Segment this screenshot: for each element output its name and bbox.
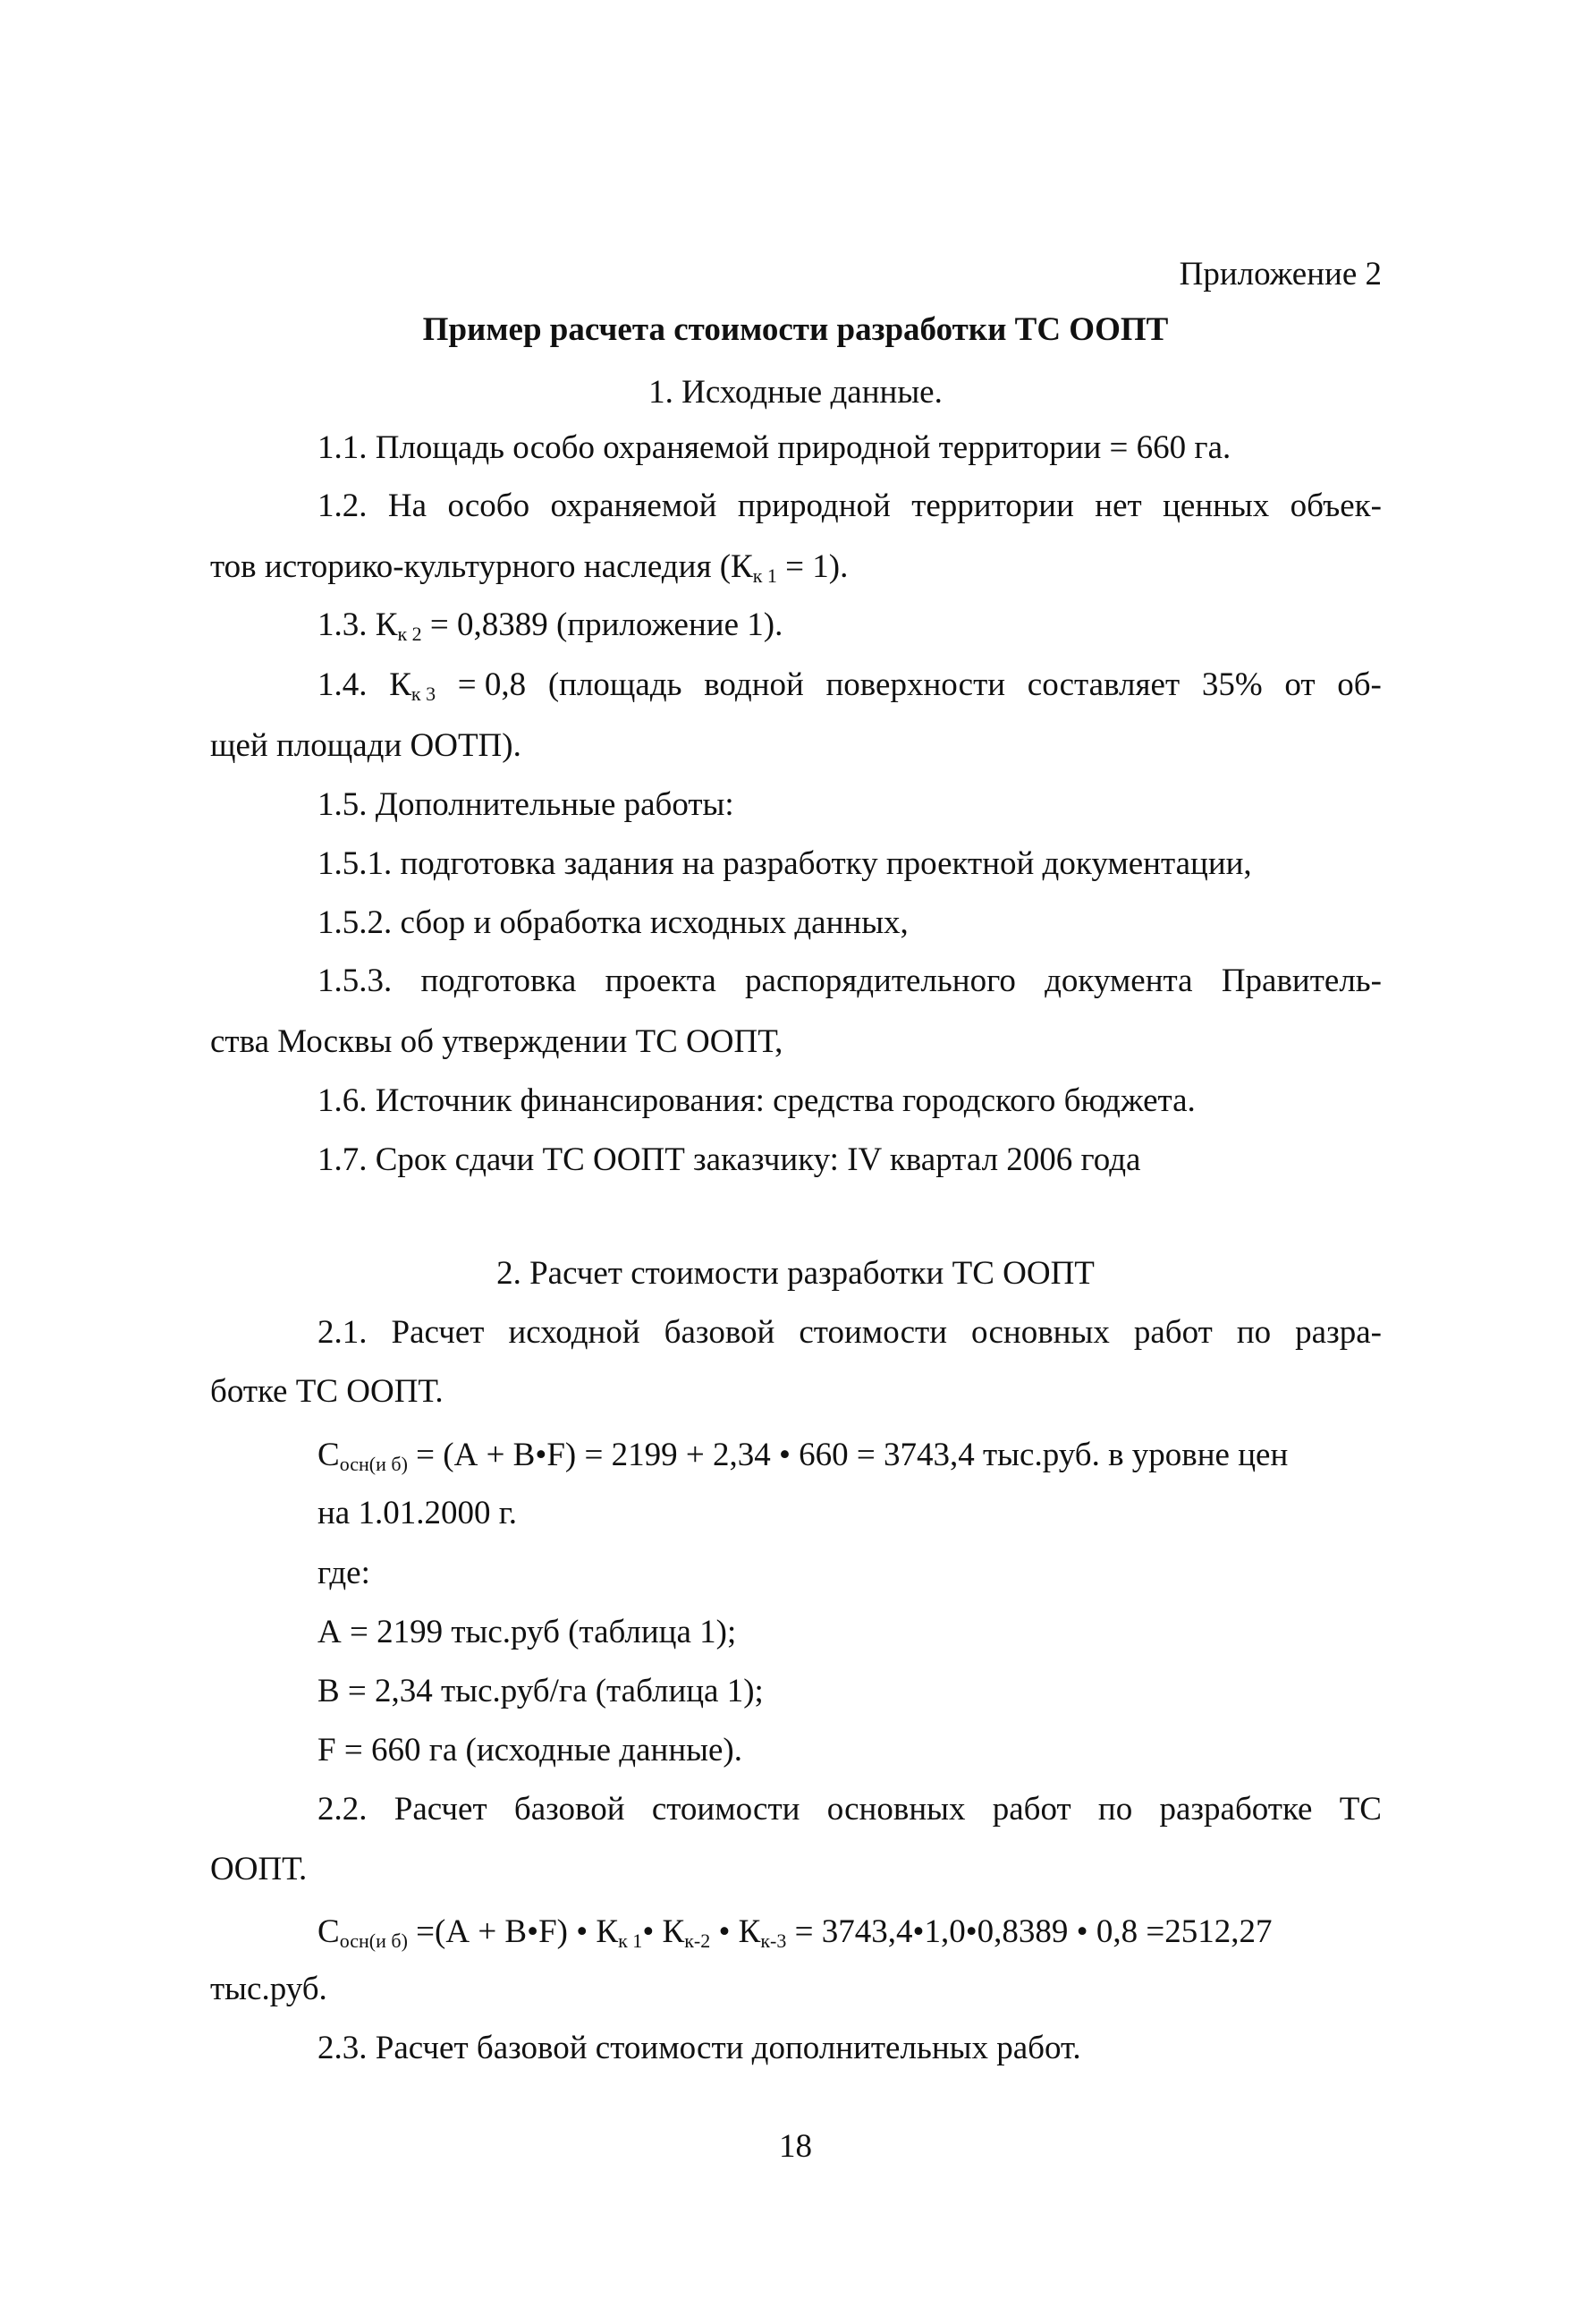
word: исходной: [508, 1314, 640, 1351]
text: тов историко-культурного наследия (К: [210, 548, 753, 585]
paragraph-1-1: 1.1. Площадь особо охраняемой природной территории = 660 га.: [317, 429, 1231, 466]
word: Правитель-: [1221, 963, 1382, 999]
paragraph-1-5-1: 1.5.1. подготовка задания на разработку проектной документации,: [317, 845, 1252, 882]
document-title: Пример расчета стоимости разработки ТС ООПТ: [422, 311, 1169, 348]
paragraph-1-7: 1.7. Срок сдачи ТС ООПТ заказчику: IV квартал 2006 года: [317, 1141, 1141, 1178]
paragraph-2-2: [317, 1788, 1382, 1831]
word: ценных: [1163, 488, 1270, 524]
text: = 3743,4•1,0•0,8389 • 0,8 =2512,27: [786, 1913, 1273, 1950]
word: базовой: [513, 1791, 625, 1828]
word: работ: [1133, 1314, 1213, 1351]
word: стоимости: [651, 1791, 800, 1828]
word: 1.5.3.: [317, 963, 393, 999]
subscript: к 3: [410, 683, 436, 705]
text: 1.3. К: [317, 606, 398, 643]
word: [389, 664, 436, 707]
definition-b: В = 2,34 тыс.руб/га (таблица 1);: [317, 1673, 764, 1709]
word: 1.4.: [317, 666, 368, 703]
where-label: где:: [317, 1555, 370, 1591]
word: = 0,8: [457, 666, 527, 703]
word: 1.2.: [317, 488, 368, 524]
word: документа: [1045, 963, 1193, 999]
text: = 1).: [776, 548, 849, 585]
text: =(А + В•F) • К: [407, 1913, 619, 1950]
word: 2.2.: [317, 1791, 368, 1828]
definition-a: А = 2199 тыс.руб (таблица 1);: [317, 1614, 737, 1650]
paragraph-1-4-continued: щей площади ООТП).: [210, 727, 521, 764]
word: природной: [737, 488, 891, 524]
paragraph-1-5-3-continued: ства Москвы об утверждении ТС ООПТ,: [210, 1023, 783, 1060]
formula-2-continued: тыс.руб.: [210, 1971, 327, 2007]
word: разра-: [1295, 1314, 1382, 1351]
formula-1-continued: на 1.01.2000 г.: [317, 1495, 517, 1531]
paragraph-1-2-continued: [210, 546, 848, 589]
paragraph-1-5-2: 1.5.2. сбор и обработка исходных данных,: [317, 904, 909, 941]
paragraph-2-1-continued: ботке ТС ООПТ.: [210, 1373, 444, 1410]
paragraph-1-2: [317, 485, 1382, 528]
word: Расчет: [394, 1791, 487, 1828]
word: распорядительного: [745, 963, 1016, 999]
word: проекта: [605, 963, 716, 999]
word: водной: [704, 666, 804, 703]
text: • К: [642, 1913, 685, 1950]
word: подготовка: [420, 963, 577, 999]
paragraph-2-1: [317, 1311, 1382, 1354]
word: составляет: [1027, 666, 1181, 703]
definition-f: F = 660 га (исходные данные).: [317, 1732, 742, 1768]
paragraph-1-6: 1.6. Источник финансирования: средства городского бюджета.: [317, 1082, 1196, 1119]
paragraph-1-5-3: [317, 960, 1382, 1003]
section-1-heading: 1. Исходные данные.: [648, 374, 943, 411]
word: охраняемой: [550, 488, 717, 524]
word: особо: [447, 488, 530, 524]
word: по: [1236, 1314, 1272, 1351]
text: С: [317, 1913, 340, 1950]
word: основных: [971, 1314, 1110, 1351]
appendix-label: Приложение 2: [1179, 256, 1382, 293]
word: объек-: [1290, 488, 1382, 524]
formula-1: [317, 1434, 1288, 1477]
word: по: [1097, 1791, 1133, 1828]
paragraph-1-5: 1.5. Дополнительные работы:: [317, 786, 734, 823]
word: от: [1284, 666, 1316, 703]
subscript: к 1: [752, 564, 777, 587]
text: = (А + В•F) = 2199 + 2,34 • 660 = 3743,4 тыс.руб. в уровне цен: [407, 1437, 1289, 1473]
word: базовой: [664, 1314, 775, 1351]
word: ТС: [1339, 1791, 1382, 1828]
text: С: [317, 1437, 340, 1473]
word: Расчет: [391, 1314, 485, 1351]
paragraph-1-4: [317, 664, 1382, 707]
word: стоимости: [799, 1314, 948, 1351]
word: работ: [992, 1791, 1071, 1828]
word: На: [387, 488, 427, 524]
subscript: к 1: [618, 1930, 643, 1952]
word: территории: [911, 488, 1074, 524]
paragraph-1-3: [317, 604, 783, 647]
formula-2: [317, 1911, 1272, 1954]
section-2-heading: 2. Расчет стоимости разработки ТС ООПТ: [496, 1255, 1095, 1292]
word: основных: [826, 1791, 966, 1828]
text: К: [389, 666, 411, 703]
word: поверхности: [825, 666, 1006, 703]
subscript: к-3: [760, 1930, 787, 1952]
page-number: 18: [779, 2128, 812, 2165]
word: разработке: [1159, 1791, 1313, 1828]
paragraph-2-3: 2.3. Расчет базовой стоимости дополнительных работ.: [317, 2030, 1081, 2066]
text: = 0,8389 (приложение 1).: [421, 606, 783, 643]
subscript: к 2: [397, 623, 422, 645]
subscript: к-2: [684, 1930, 711, 1952]
text: • К: [710, 1913, 761, 1950]
paragraph-2-2-continued: ООПТ.: [210, 1851, 308, 1887]
word: 2.1.: [317, 1314, 368, 1351]
word: нет: [1095, 488, 1142, 524]
word: (площадь: [547, 666, 682, 703]
subscript: осн(и б): [339, 1930, 408, 1952]
word: об-: [1337, 666, 1382, 703]
subscript: осн(и б): [339, 1453, 408, 1475]
word: 35%: [1201, 666, 1263, 703]
